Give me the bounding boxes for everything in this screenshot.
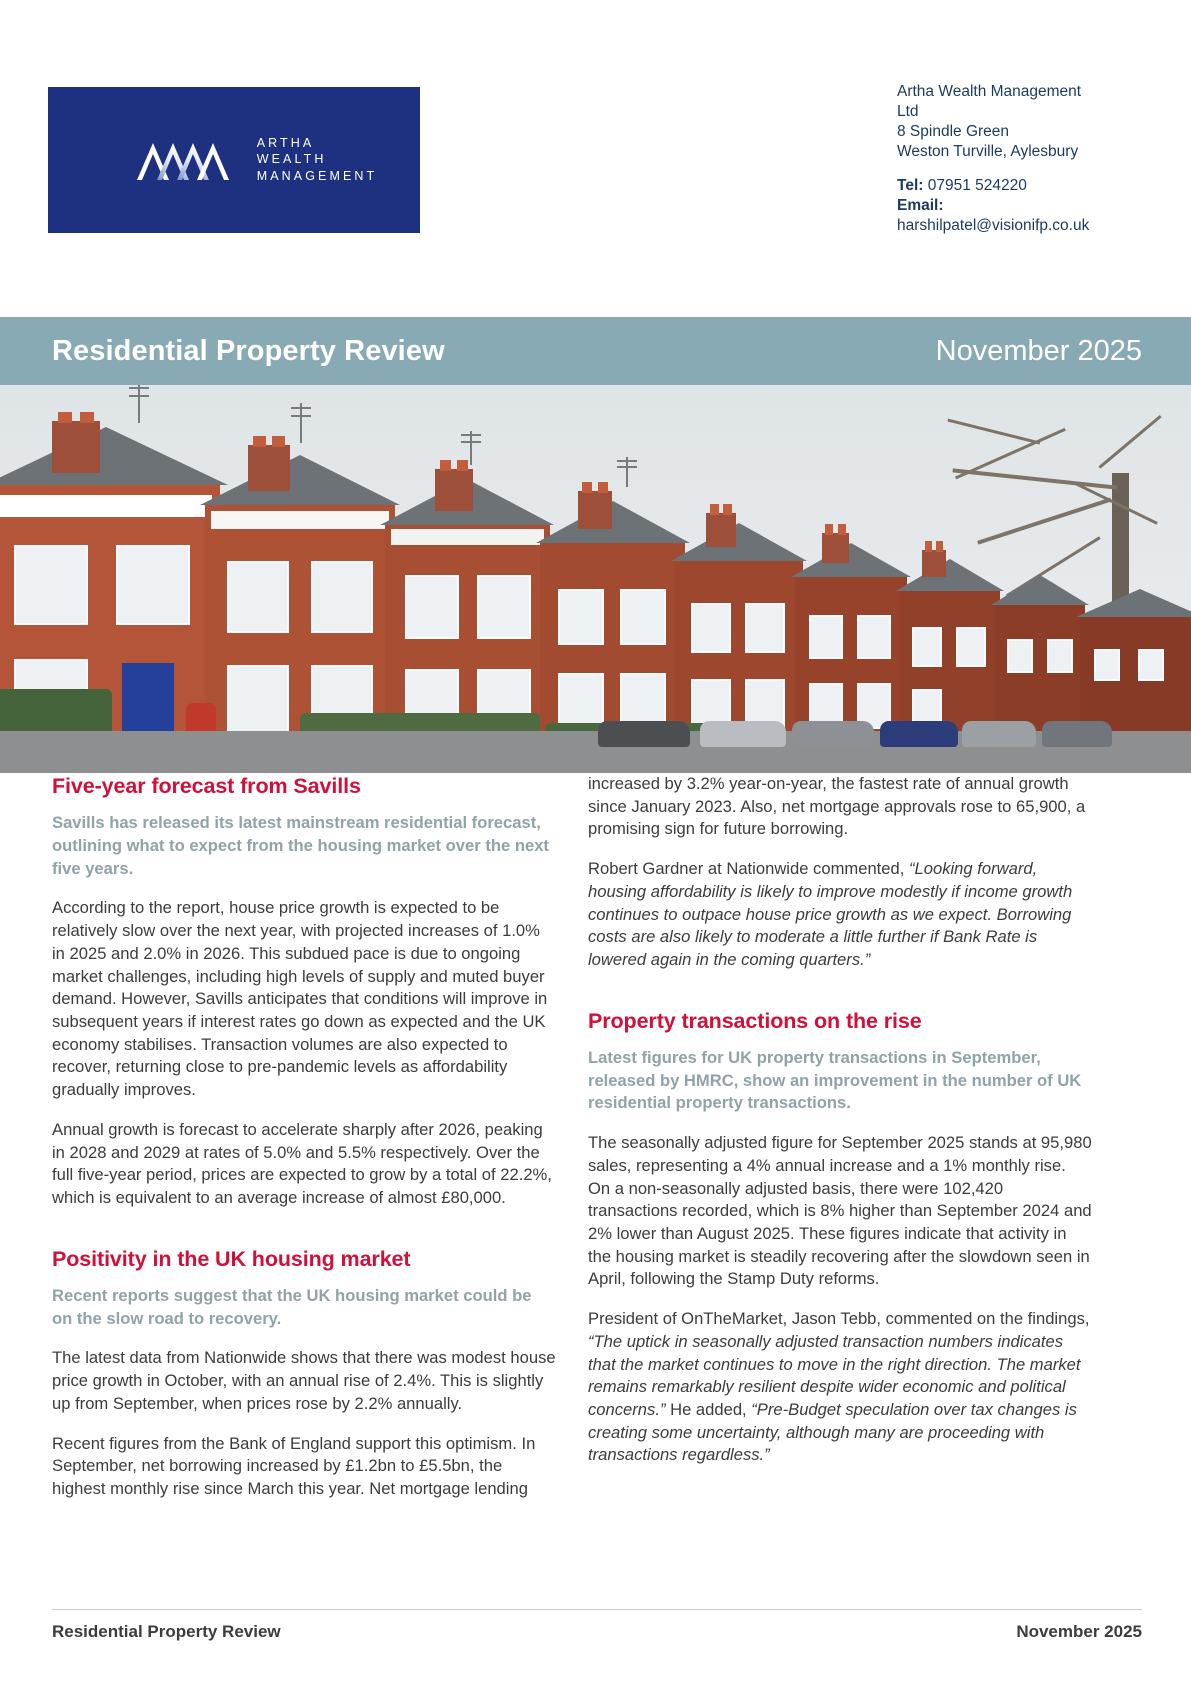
publication-title: Residential Property Review bbox=[52, 334, 445, 367]
email-label: Email: bbox=[897, 196, 944, 214]
quote-text-2: “Pre-Budget speculation over tax changes is creating some uncertainty, although many are proceeding with transactions regardless.” bbox=[588, 1400, 1077, 1465]
company-name-line2: Ltd bbox=[897, 103, 919, 121]
quote-attribution: President of OnTheMarket, Jason Tebb, commented on the findings, bbox=[588, 1309, 1090, 1329]
company-name-line1: Artha Wealth Management bbox=[897, 83, 1082, 100]
parked-car bbox=[962, 721, 1036, 747]
article-paragraph-tebb-quote bbox=[588, 1308, 1092, 1467]
tv-antenna bbox=[138, 385, 140, 423]
address-line1: 8 Spindle Green bbox=[897, 123, 1010, 141]
tv-antenna bbox=[626, 457, 628, 487]
article-paragraph: The latest data from Nationwide shows that there was modest house price growth in October, with an annual rise of 2.4%. This is slightly up from September, when prices rose by 2.2% annually. bbox=[52, 1348, 556, 1413]
article-paragraph: According to the report, house price growth is expected to be relatively slow over the next year, with projected increases of 1.0% in 2025 and 2.0% in 2026. This subdued pace is due to ongoing market challenges, including high levels of supply and muted buyer demand. However, Savills anticipates that conditions will improve in subsequent years if interest rates go down as expected and the UK economy stabilises. Transaction volumes are also expected to recover, returning close to pre-pandemic levels as affordability gradually improves. bbox=[52, 898, 548, 1100]
footer-date: November 2025 bbox=[1016, 1622, 1142, 1641]
parked-car bbox=[880, 721, 958, 747]
terrace-row bbox=[0, 443, 1191, 773]
chimney bbox=[922, 550, 946, 577]
address-line2: Weston Turville, Aylesbury bbox=[897, 143, 1079, 161]
email-value[interactable]: harshilpatel@visionifp.co.uk bbox=[897, 216, 1090, 234]
company-logo bbox=[48, 87, 420, 233]
article-paragraph: Annual growth is forecast to accelerate sharply after 2026, peaking in 2028 and 2029 at rates of 5.0% and 5.5% respectively. Over the full five-year period, prices are expected to grow by a total of 22.2%, which is equivalent to an average increase of almost £80,000. bbox=[52, 1119, 552, 1207]
telephone-label: Tel: bbox=[897, 176, 924, 194]
article-heading-transactions: Property transactions on the rise bbox=[588, 1008, 922, 1033]
awm-monogram-icon bbox=[135, 139, 239, 181]
quote-text-1: “The uptick in seasonally adjusted transaction numbers indicates that the market continues to move in the right direction. The market remains remarkably resilient despite wider economic and political concerns.” bbox=[588, 1331, 1081, 1420]
parked-car bbox=[700, 721, 786, 747]
telephone-value: 07951 524220 bbox=[927, 176, 1027, 194]
page-header bbox=[0, 0, 1191, 300]
parked-car bbox=[792, 721, 874, 747]
contact-spacer bbox=[897, 163, 1147, 176]
article-heading-positivity: Positivity in the UK housing market bbox=[52, 1246, 411, 1271]
hero-photo-terraced-houses bbox=[0, 385, 1191, 773]
quote-text: “Looking forward, housing affordability is likely to improve modestly if income growth continues to outpace house price growth as we expect. Borrowing costs are also likely to moderate a little further if Bank Rate is lowered again in the coming quarters.” bbox=[588, 859, 1073, 970]
title-banner bbox=[0, 317, 1191, 385]
chimney bbox=[248, 445, 290, 491]
tv-antenna bbox=[470, 431, 472, 465]
article-paragraph-continuation: increased by 3.2% year-on-year, the fastest rate of annual growth since January 2023. Also, net mortgage approvals rose to 65,900, a promising sign for future borrowing. bbox=[588, 774, 1086, 839]
chimney bbox=[822, 533, 849, 563]
logo-text-artha: ARTHA bbox=[256, 135, 315, 150]
article-paragraph: Recent figures from the Bank of England support this optimism. In September, net borrowing increased by £1.2bn to £5.5bn, the highest monthly rise since March this year. Net mortgage lending bbox=[52, 1433, 536, 1498]
article-paragraph: The seasonally adjusted figure for September 2025 stands at 95,980 sales, representing a 4% annual increase and a 1% monthly rise. On a non-seasonally adjusted basis, there were 102,420 transactions recorded, which is 8% higher than September 2024 and 2% lower than August 2025. These figures indicate that activity in the housing market is steadily recovering after the slowdown seen in April, following the Stamp Duty reforms. bbox=[588, 1133, 1092, 1289]
parked-car bbox=[1042, 721, 1112, 747]
right-column bbox=[588, 773, 1092, 1467]
quote-attribution: Robert Gardner at Nationwide commented, bbox=[588, 859, 905, 879]
chimney bbox=[52, 421, 100, 473]
article-standfirst-savills: Savills has released its latest mainstream residential forecast, outlining what to expect from the housing market over the next five years. bbox=[52, 813, 549, 878]
quote-connector: He added, bbox=[665, 1400, 752, 1420]
telephone-row bbox=[897, 176, 1147, 196]
publication-date: November 2025 bbox=[935, 334, 1142, 367]
chimney bbox=[435, 469, 473, 511]
parked-car bbox=[598, 721, 690, 747]
chimney bbox=[578, 491, 612, 529]
contact-block bbox=[897, 82, 1147, 236]
article-heading-savills: Five-year forecast from Savills bbox=[52, 774, 361, 798]
logo-text-management: MANAGEMENT bbox=[256, 168, 378, 183]
article-standfirst-positivity: Recent reports suggest that the UK housing market could be on the slow road to recovery. bbox=[52, 1285, 532, 1328]
chimney bbox=[706, 513, 736, 547]
article-standfirst-transactions: Latest figures for UK property transactions in September, released by HMRC, show an improvement in the number of UK residential property transactions. bbox=[588, 1047, 1082, 1113]
tv-antenna bbox=[300, 403, 302, 443]
article-content bbox=[0, 773, 1191, 1501]
logo-text-wealth: WEALTH bbox=[256, 152, 327, 167]
left-column bbox=[52, 773, 556, 1501]
article-paragraph-gardner-quote bbox=[588, 858, 1092, 972]
page-footer bbox=[52, 1609, 1142, 1642]
footer-title: Residential Property Review bbox=[52, 1622, 281, 1641]
